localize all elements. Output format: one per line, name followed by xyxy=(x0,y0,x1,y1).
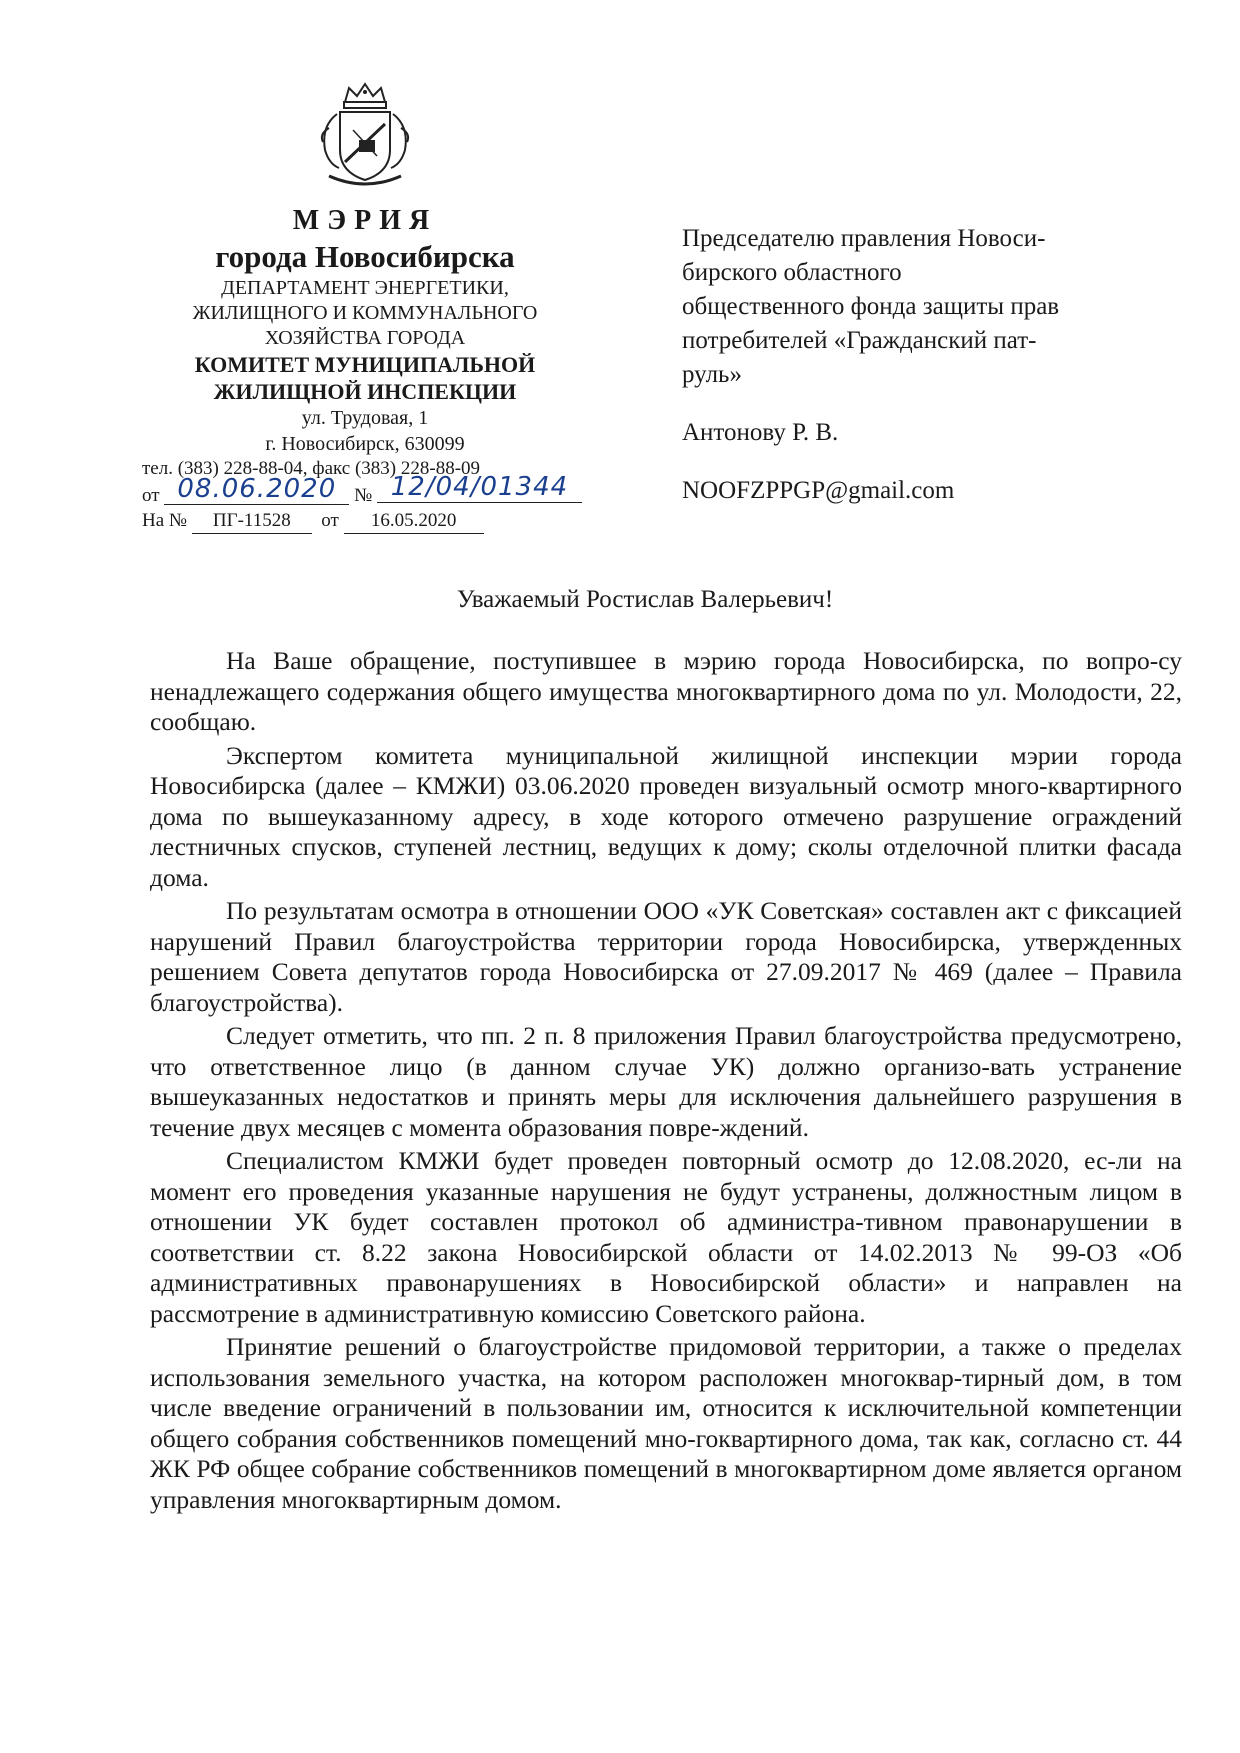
body-paragraph: Принятие решений о благоустройстве придомовой территории, а также о пределах использования земельного участка, на котором расположен многоквар-тирный дом, в том числе введение ограничений в пользовании им, относится к исключительной компетенции общего собрания собственников помещений мно-гоквартирного дома, так как, согласно ст. 44 ЖК РФ общее собрание собственников помещений в многоквартирном доме является органом управления многоквартирным домом. xyxy=(150,1332,1182,1514)
ref-number: ПГ-11528 xyxy=(192,509,312,534)
coat-of-arms-icon xyxy=(315,80,415,190)
addressee xyxy=(682,222,1152,508)
letterhead-city: города Новосибирска xyxy=(215,239,515,274)
phones: тел. (383) 228-88-04, факс (383) 228-88-09 xyxy=(142,458,481,479)
letter-body xyxy=(150,646,1182,1518)
addressee-line: потребителей «Гражданский пат- xyxy=(682,327,1037,354)
outgoing-date-number xyxy=(130,472,600,509)
body-paragraph: Следует отметить, что пп. 2 п. 8 приложения Правил благоустройства предусмотрено, что ответственное лицо (в данном случае УК) должно организо-вать устранение вышеуказанных недостатков и принять меры для исключения дальнейшего разрушения в течение двух месяцев с момента образования повре-ждений. xyxy=(150,1021,1182,1142)
department-line: ЖИЛИЩНОГО И КОММУНАЛЬНОГО xyxy=(192,302,538,324)
number-label: № xyxy=(354,485,373,506)
letterhead xyxy=(130,80,600,534)
handwritten-number: 12/04/01344 xyxy=(390,472,569,502)
body-paragraph: На Ваше обращение, поступившее в мэрию города Новосибирска, по вопро-су ненадлежащего содержания общего имущества многоквартирного дома по ул. Молодости, 22, сообщаю. xyxy=(150,646,1182,736)
salutation: Уважаемый Ростислав Валерьевич! xyxy=(456,586,834,613)
committee-line: ЖИЛИЩНОЙ ИНСПЕКЦИИ xyxy=(213,379,517,404)
reference-line xyxy=(130,509,600,534)
number-field xyxy=(377,472,582,503)
handwritten-date: 08.06.2020 xyxy=(177,474,337,504)
addressee-line: руль» xyxy=(682,361,742,388)
addressee-name: Антонову Р. В. xyxy=(682,419,839,446)
addressee-line: общественного фонда защиты прав xyxy=(682,293,1060,320)
date-field xyxy=(164,474,349,505)
body-paragraph: Специалистом КМЖИ будет проведен повторный осмотр до 12.08.2020, ес-ли на момент его проведения указанные нарушения не будут устранены, должностным лицом в отношении УК будет составлен протокол об администра-тивном правонарушении в соответствии ст. 8.22 закона Новосибирской области от 14.02.2013 № 99-ОЗ «Об административных правонарушениях в Новосибирской области» и направлен на рассмотрение в административную комиссию Советского района. xyxy=(150,1146,1182,1328)
department-line: ХОЗЯЙСТВА ГОРОДА xyxy=(264,327,466,349)
addressee-line: бирского областного xyxy=(682,259,902,286)
ref-label: На № xyxy=(142,510,188,531)
department-line: ДЕПАРТАМЕНТ ЭНЕРГЕТИКИ, xyxy=(221,277,509,299)
body-paragraph: По результатам осмотра в отношении ООО «УК Советская» составлен акт с фиксацией нарушений Правил благоустройства территории города Новосибирска, утвержденных решением Совета депутатов города Новосибирска от 27.09.2017 № 469 (далее – Правила благоустройства). xyxy=(150,896,1182,1017)
ref-from-label: от xyxy=(321,510,339,531)
from-label: от xyxy=(142,485,160,506)
body-paragraph: Экспертом комитета муниципальной жилищной инспекции мэрии города Новосибирска (далее – КМЖИ) 03.06.2020 проведен визуальный осмотр много-квартирного дома по вышеуказанному адресу, в ходе которого отмечено разрушение ограждений лестничных спусков, ступеней лестниц, ведущих к дому; сколы отделочной плитки фасада дома. xyxy=(150,740,1182,892)
letterhead-org: МЭРИЯ xyxy=(292,205,438,236)
city-zip: г. Новосибирск, 630099 xyxy=(265,433,465,455)
ref-date: 16.05.2020 xyxy=(344,509,484,534)
addressee-line: Председателю правления Новоси- xyxy=(682,225,1046,252)
committee-line: КОМИТЕТ МУНИЦИПАЛЬНОЙ xyxy=(194,352,536,377)
street-address: ул. Трудовая, 1 xyxy=(301,407,429,429)
addressee-email: NOOFZPPGP@gmail.com xyxy=(682,477,955,504)
